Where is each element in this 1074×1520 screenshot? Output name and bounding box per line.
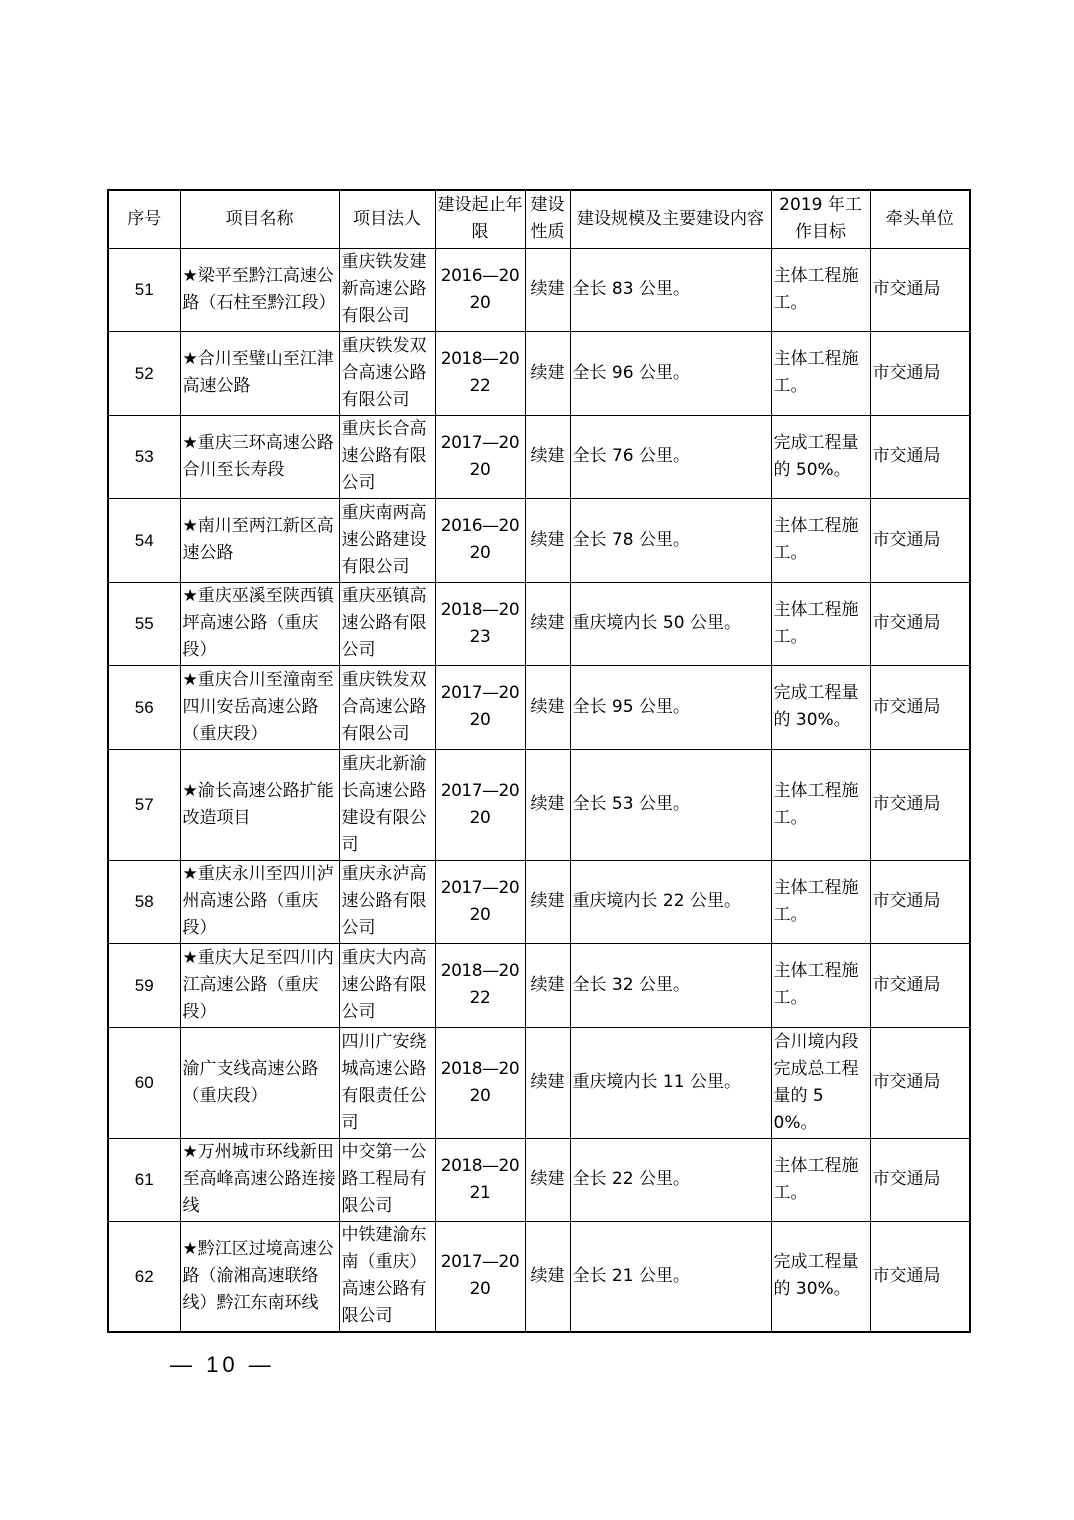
row-project-name: ★重庆永川至四川泸州高速公路（重庆段） [180,860,339,943]
row-goal: 主体工程施工。 [771,943,870,1027]
row-project-name: ★重庆巫溪至陕西镇坪高速公路（重庆段） [180,582,339,665]
row-seq: 51 [108,248,180,331]
row-scale: 重庆境内长 11 公里。 [570,1027,771,1138]
row-goal: 完成工程量的 30%。 [771,665,870,749]
row-legal-person: 重庆长合高速公路有限公司 [339,415,435,498]
row-lead-unit: 市交通局 [870,582,970,665]
row-legal-person: 中交第一公路工程局有限公司 [339,1138,435,1221]
row-legal-person: 四川广安绕城高速公路有限责任公司 [339,1027,435,1138]
row-years: 2018—2021 [435,1138,525,1221]
row-scale: 全长 83 公里。 [570,248,771,331]
row-seq: 56 [108,665,180,749]
row-type: 续建 [525,943,570,1027]
row-lead-unit: 市交通局 [870,1027,970,1138]
row-legal-person: 重庆铁发双合高速公路有限公司 [339,331,435,415]
row-years: 2016—2020 [435,248,525,331]
row-years: 2018—2022 [435,943,525,1027]
header-legal-person: 项目法人 [339,190,435,248]
row-lead-unit: 市交通局 [870,1221,970,1332]
table-row [108,331,970,415]
row-legal-person: 重庆铁发双合高速公路有限公司 [339,665,435,749]
page-number: — 10 — [170,1352,275,1377]
row-seq: 57 [108,749,180,860]
row-seq: 61 [108,1138,180,1221]
row-scale: 重庆境内长 22 公里。 [570,860,771,943]
row-type: 续建 [525,582,570,665]
row-legal-person: 重庆永泸高速公路有限公司 [339,860,435,943]
row-seq: 60 [108,1027,180,1138]
row-scale: 全长 96 公里。 [570,331,771,415]
row-scale: 全长 95 公里。 [570,665,771,749]
row-lead-unit: 市交通局 [870,415,970,498]
row-type: 续建 [525,1027,570,1138]
row-legal-person: 重庆铁发建新高速公路有限公司 [339,248,435,331]
header-years: 建设起止年限 [435,190,525,248]
row-scale: 全长 32 公里。 [570,943,771,1027]
row-type: 续建 [525,1221,570,1332]
row-lead-unit: 市交通局 [870,749,970,860]
row-seq: 54 [108,498,180,582]
header-project-name: 项目名称 [180,190,339,248]
row-seq: 53 [108,415,180,498]
row-goal: 合川境内段完成总工程量的 50%。 [771,1027,870,1138]
header-lead-unit: 牵头单位 [870,190,970,248]
header-scale: 建设规模及主要建设内容 [570,190,771,248]
row-project-name: ★黔江区过境高速公路（渝湘高速联络线）黔江东南环线 [180,1221,339,1332]
row-legal-person: 重庆北新渝长高速公路建设有限公司 [339,749,435,860]
row-years: 2018—2020 [435,1027,525,1138]
row-legal-person: 重庆南两高速公路建设有限公司 [339,498,435,582]
row-lead-unit: 市交通局 [870,331,970,415]
row-scale: 全长 76 公里。 [570,415,771,498]
row-type: 续建 [525,498,570,582]
table-row [108,248,970,331]
table-header-row [108,190,970,248]
row-years: 2017—2020 [435,749,525,860]
row-project-name: ★梁平至黔江高速公路（石柱至黔江段） [180,248,339,331]
row-type: 续建 [525,331,570,415]
row-years: 2018—2022 [435,331,525,415]
row-goal: 主体工程施工。 [771,749,870,860]
table-row [108,1027,970,1138]
project-table [107,189,971,1333]
row-lead-unit: 市交通局 [870,665,970,749]
table-row [108,1138,970,1221]
header-goal: 2019 年工作目标 [771,190,870,248]
row-scale: 全长 53 公里。 [570,749,771,860]
row-type: 续建 [525,415,570,498]
row-legal-person: 中铁建渝东南（重庆）高速公路有限公司 [339,1221,435,1332]
header-seq: 序号 [108,190,180,248]
row-years: 2017—2020 [435,860,525,943]
row-seq: 59 [108,943,180,1027]
table-row [108,1221,970,1332]
row-legal-person: 重庆大内高速公路有限公司 [339,943,435,1027]
table-row [108,860,970,943]
row-project-name: ★南川至两江新区高速公路 [180,498,339,582]
table-row [108,582,970,665]
table-row [108,943,970,1027]
table-row [108,498,970,582]
row-years: 2017—2020 [435,415,525,498]
row-scale: 重庆境内长 50 公里。 [570,582,771,665]
row-goal: 完成工程量的 50%。 [771,415,870,498]
row-project-name: ★合川至璧山至江津高速公路 [180,331,339,415]
row-scale: 全长 78 公里。 [570,498,771,582]
header-type: 建设性质 [525,190,570,248]
row-years: 2017—2020 [435,665,525,749]
row-seq: 52 [108,331,180,415]
row-type: 续建 [525,665,570,749]
row-project-name: ★万州城市环线新田至高峰高速公路连接线 [180,1138,339,1221]
row-legal-person: 重庆巫镇高速公路有限公司 [339,582,435,665]
row-goal: 主体工程施工。 [771,248,870,331]
row-project-name: ★重庆三环高速公路合川至长寿段 [180,415,339,498]
row-lead-unit: 市交通局 [870,943,970,1027]
row-lead-unit: 市交通局 [870,860,970,943]
row-lead-unit: 市交通局 [870,498,970,582]
row-years: 2016—2020 [435,498,525,582]
row-type: 续建 [525,860,570,943]
row-type: 续建 [525,1138,570,1221]
row-scale: 全长 22 公里。 [570,1138,771,1221]
row-goal: 主体工程施工。 [771,498,870,582]
table-row [108,415,970,498]
row-lead-unit: 市交通局 [870,1138,970,1221]
row-seq: 58 [108,860,180,943]
row-goal: 完成工程量的 30%。 [771,1221,870,1332]
table-row [108,665,970,749]
row-goal: 主体工程施工。 [771,1138,870,1221]
row-goal: 主体工程施工。 [771,331,870,415]
row-type: 续建 [525,248,570,331]
row-type: 续建 [525,749,570,860]
row-years: 2018—2023 [435,582,525,665]
row-goal: 主体工程施工。 [771,860,870,943]
row-project-name: ★重庆大足至四川内江高速公路（重庆段） [180,943,339,1027]
row-project-name: 渝广支线高速公路（重庆段） [180,1027,339,1138]
row-seq: 55 [108,582,180,665]
table-row [108,749,970,860]
row-lead-unit: 市交通局 [870,248,970,331]
row-project-name: ★渝长高速公路扩能改造项目 [180,749,339,860]
row-seq: 62 [108,1221,180,1332]
row-project-name: ★重庆合川至潼南至四川安岳高速公路（重庆段） [180,665,339,749]
row-years: 2017—2020 [435,1221,525,1332]
row-goal: 主体工程施工。 [771,582,870,665]
row-scale: 全长 21 公里。 [570,1221,771,1332]
